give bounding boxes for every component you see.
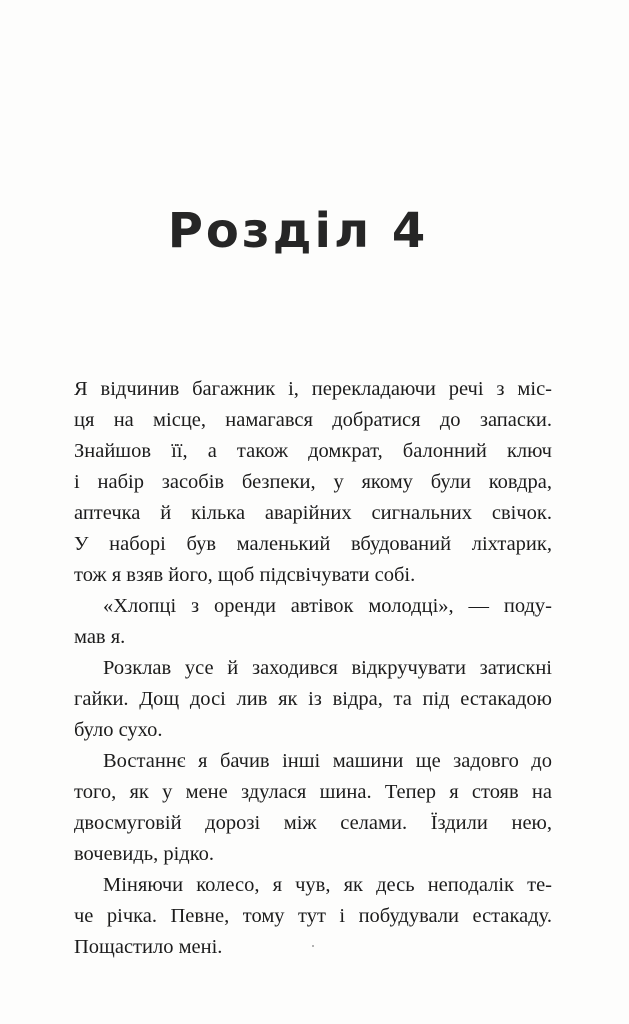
text-line: У наборі був маленький вбудований ліхтарик, — [74, 533, 552, 555]
text-line: мав я. — [74, 626, 126, 648]
text-line: че річка. Певне, тому тут і побудували естакаду. — [74, 905, 552, 927]
text-line: тож я взяв його, щоб підсвічувати собі. — [74, 564, 416, 586]
text-line: Я відчинив багажник і, перекладаючи речі з міс- — [74, 378, 552, 400]
chapter-title: Розділ 4 — [167, 203, 429, 259]
text-line: аптечка й кілька аварійних сигнальних свічок. — [74, 502, 552, 524]
text-line: гайки. Дощ досі лив як із відра, та під естакадою — [74, 688, 552, 710]
text-line: було сухо. — [74, 719, 163, 741]
text-line: вочевидь, рідко. — [74, 843, 215, 865]
text-line: Востаннє я бачив інші машини ще задовго до — [103, 750, 552, 772]
text-line: того, як у мене здулася шина. Тепер я стояв на — [74, 781, 552, 803]
text-line: Розклав усе й заходився відкручувати затискні — [103, 657, 552, 679]
paper-speck — [312, 945, 314, 947]
text-line: Пощастило мені. — [74, 936, 223, 958]
text-line: ця на місце, намагався добратися до запаски. — [74, 409, 552, 431]
text-line: і набір засобів безпеки, у якому були ковдра, — [74, 471, 552, 493]
text-line: Міняючи колесо, я чув, як десь неподалік те- — [103, 874, 552, 896]
text-line: «Хлопці з оренди автівок молодці», — поду- — [103, 595, 552, 617]
text-line: двосмуговій дорозі між селами. Їздили нею, — [74, 812, 552, 834]
text-line: Знайшов її, а також домкрат, балонний ключ — [74, 440, 552, 462]
chapter-body-text — [74, 374, 552, 963]
